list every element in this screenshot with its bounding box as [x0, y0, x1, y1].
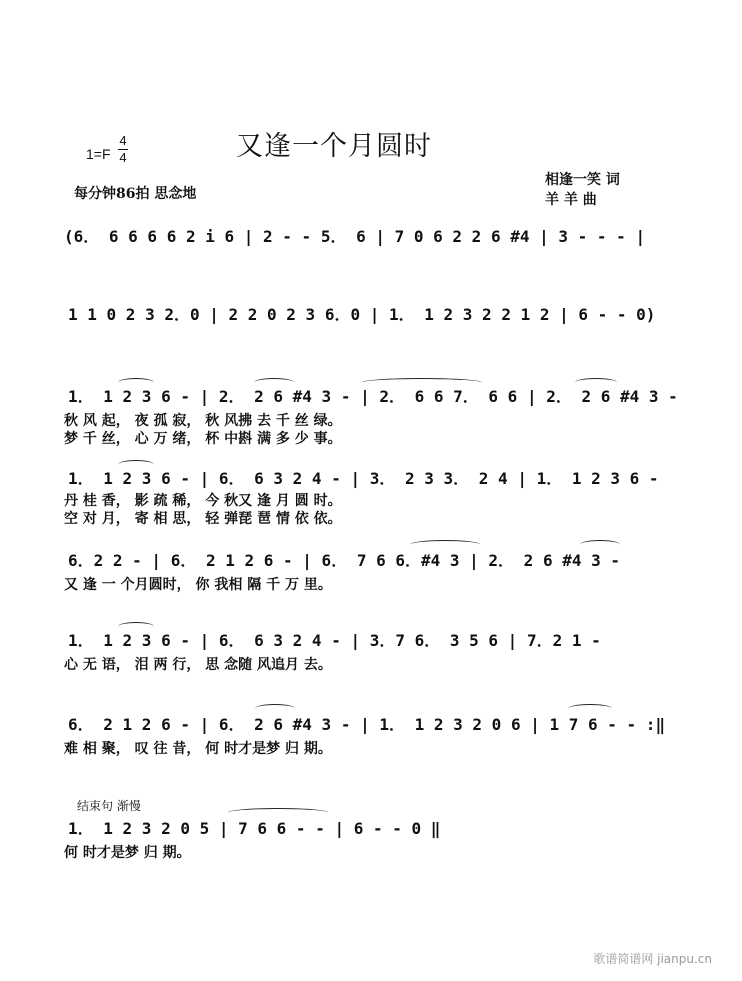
lyric-row-3-verse-1: 秋 风 起， 夜 孤 寂， 秋 风拂 去 千 丝 绿。 — [64, 413, 342, 429]
score-row-ending — [64, 816, 684, 838]
notes-row-3: 1． 1 2 3 6 - | 2． 2 6 #4 3 - | 2． 6 6 7． 6 6 | 2． 2 6 #4 3 - — [68, 387, 678, 406]
lyric-row-4-verse-2: 空 对 月， 寄 相 思， 轻 弹琵 琶 情 依 依。 — [64, 511, 342, 527]
slur — [118, 622, 154, 631]
ending-label: 结束句 渐慢 — [77, 799, 141, 813]
lyric-row-4-verse-1: 丹 桂 香， 影 疏 稀， 今 秋又 逢 月 圆 时。 — [64, 493, 342, 509]
score-row-2 — [64, 302, 684, 324]
score-row-4 — [64, 466, 684, 488]
slur — [118, 378, 154, 387]
notes-row-4: 1． 1 2 3 6 - | 6． 6 3 2 4 - | 3． 2 3 3． 2 4 | 1． 1 2 3 6 - — [68, 469, 659, 488]
slur — [410, 540, 480, 549]
slur — [228, 808, 328, 817]
lyric-row-6: 心 无 语， 泪 两 行， 思 念随 风追月 去。 — [64, 657, 332, 673]
score-row-1 — [64, 224, 684, 246]
score-row-5 — [64, 548, 684, 570]
lyric-row-5: 又 逢 一 个月圆时， 你 我相 隔 千 万 里。 — [64, 577, 332, 593]
score-row-7 — [64, 712, 684, 734]
score-row-3 — [64, 384, 684, 406]
time-top: 4 — [119, 133, 127, 148]
slur — [580, 540, 620, 549]
slur — [362, 378, 482, 387]
lyric-row-ending: 何 时才是梦 归 期。 — [64, 845, 191, 861]
lyric-row-7: 难 相 聚， 叹 往 昔， 何 时才是梦 归 期。 — [64, 741, 332, 757]
credits — [545, 170, 620, 210]
notes-row-1: (6． 6 6 6 6 2 i 6 | 2 - - 5． 6 | 7 0 6 2 2 6 #4 | 3 - - - | — [64, 227, 646, 246]
notes-row-2: 1 1 0 2 3 2．0 | 2 2 0 2 3 6．0 | 1． 1 2 3 2 2 1 2 | 6 - - 0) — [68, 305, 656, 324]
song-title: 又逢一个月圆时 — [236, 131, 432, 162]
notes-row-ending: 1． 1 2 3 2 0 5 | 7 6 6 - - | 6 - - 0 ‖ — [68, 819, 441, 838]
score-row-6 — [64, 628, 684, 650]
tempo-marking: 每分钟86拍 思念地 — [74, 186, 197, 202]
notes-row-5: 6．2 2 - | 6． 2 1 2 6 - | 6． 7 6 6．#4 3 | 2． 2 6 #4 3 - — [68, 551, 621, 570]
key-signature: 1=F — [86, 146, 111, 162]
notes-row-6: 1． 1 2 3 6 - | 6． 6 3 2 4 - | 3．7 6． 3 5 6 | 7．2 1 - — [68, 631, 601, 650]
slur — [254, 378, 294, 387]
slur — [255, 704, 295, 713]
notes-row-7: 6． 2 1 2 6 - | 6． 2 6 #4 3 - | 1． 1 2 3 2 0 6 | 1 7 6 - - :‖ — [68, 715, 666, 734]
slur — [118, 460, 154, 469]
time-bottom: 4 — [119, 150, 127, 165]
slur — [568, 704, 612, 713]
watermark: 歌谱简谱网 jianpu.cn — [593, 952, 712, 966]
lyricist: 相逢一笑 词 — [545, 172, 620, 188]
slur — [575, 378, 617, 387]
lyric-row-3-verse-2: 梦 千 丝， 心 万 绪， 杯 中斟 满 多 少 事。 — [64, 431, 342, 447]
time-signature — [118, 134, 128, 165]
composer: 羊 羊 曲 — [545, 192, 597, 208]
